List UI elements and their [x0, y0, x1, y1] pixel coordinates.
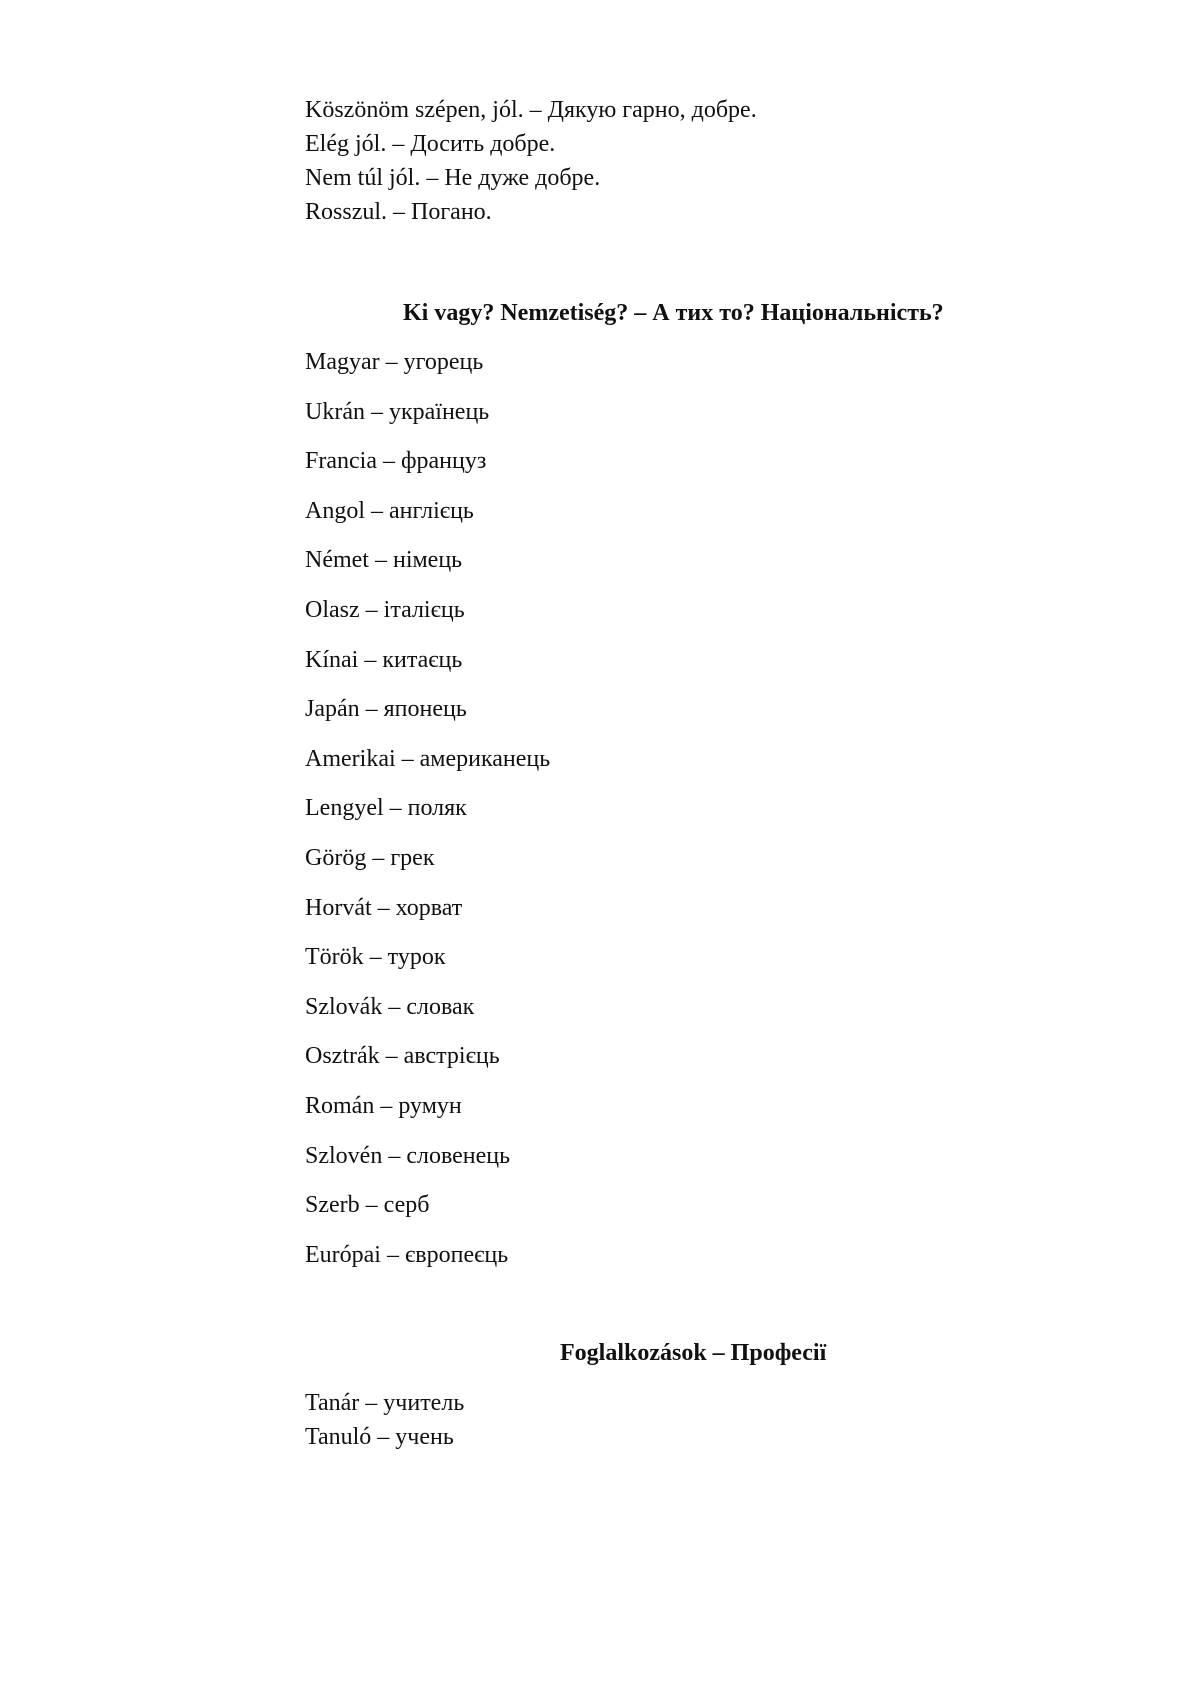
list-item: Francia – француз — [305, 448, 487, 475]
list-item: Amerikai – американець — [305, 745, 551, 772]
list-item: Horvát – хорват — [305, 894, 463, 921]
list-item: Angol – англієць — [305, 497, 474, 524]
professions-list — [305, 1386, 464, 1454]
list-item: Japán – японець — [305, 696, 467, 723]
section-heading-professions: Foglalkozások – Професії — [560, 1340, 827, 1366]
list-item: Tanuló – учень — [305, 1424, 454, 1450]
list-item: Köszönöm szépen, jól. – Дякую гарно, добре. — [305, 97, 757, 123]
greeting-replies-list — [305, 93, 757, 229]
list-item: Osztrák – австрієць — [305, 1043, 500, 1070]
list-item: Rosszul. – Погано. — [305, 199, 492, 225]
list-item: Szlovák – словак — [305, 993, 475, 1020]
list-item: Román – румун — [305, 1092, 462, 1119]
list-item: Nem túl jól. – Не дуже добре. — [305, 165, 601, 191]
list-item: Tanár – учитель — [305, 1390, 465, 1416]
list-item: Görög – грек — [305, 844, 435, 871]
list-item: Szlovén – словенець — [305, 1142, 511, 1169]
list-item: Európai – європеєць — [305, 1241, 509, 1268]
list-item: Elég jól. – Досить добре. — [305, 131, 556, 157]
list-item: Kínai – китаєць — [305, 646, 463, 673]
list-item: Szerb – серб — [305, 1192, 430, 1219]
list-item: Lengyel – поляк — [305, 795, 467, 822]
section-heading-nationality: Ki vagy? Nemzetiség? – А тих то? Національність? — [403, 300, 944, 326]
list-item: Török – турок — [305, 944, 446, 971]
list-item: Ukrán – українець — [305, 398, 490, 425]
nationality-list — [305, 345, 550, 1287]
list-item: Olasz – італієць — [305, 596, 465, 623]
list-item: Magyar – угорець — [305, 349, 484, 375]
list-item: Német – німець — [305, 547, 463, 574]
